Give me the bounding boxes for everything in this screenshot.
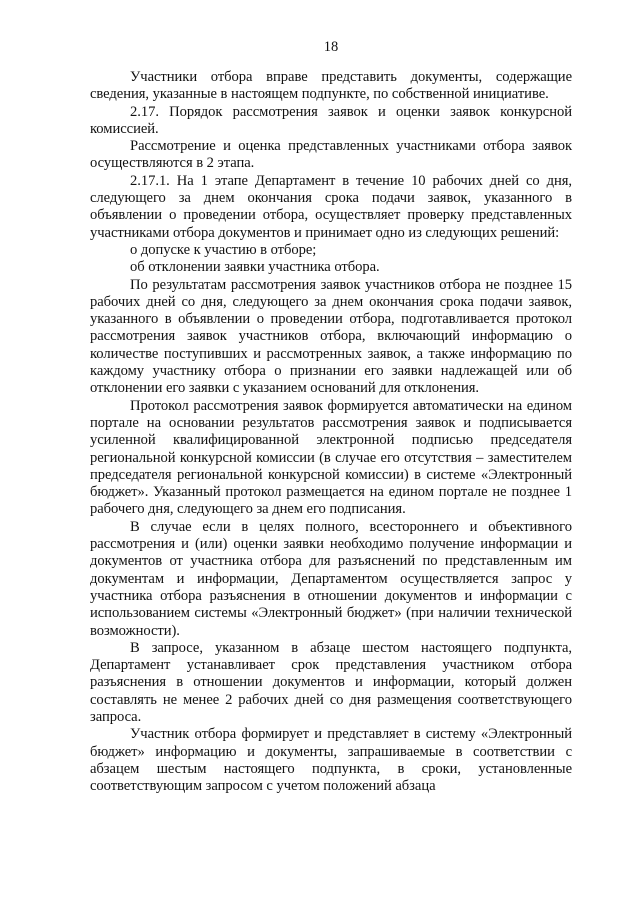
paragraph: По результатам рассмотрения заявок участников отбора не позднее 15 рабочих дней со дня, следующего за днем окончания срока подачи заявок, указанного в объявлении о проведении отбора, подготавливается протокол рассмотрения заявок участников отбора, включающий информацию о количестве поступивших и рассмотренных заявок, а также информацию по каждому участнику отбора о признании его заявки надлежащей или об отклонении его заявки с указанием оснований для отклонения.: [90, 276, 572, 397]
paragraph: Участник отбора формирует и представляет в систему «Электронный бюджет» информацию и документы, запрашиваемые в соответствии с абзацем шестым настоящего подпункта, в сроки, установленные соответствующим запросом с учетом положений абзаца: [90, 726, 572, 795]
paragraph: Участники отбора вправе представить документы, содержащие сведения, указанные в настоящем подпункте, по собственной инициативе.: [90, 69, 572, 103]
paragraph: 2.17. Порядок рассмотрения заявок и оценки заявок конкурсной комиссией.: [90, 103, 572, 137]
paragraph: В запросе, указанном в абзаце шестом настоящего подпункта, Департамент устанавливает срок представления участником отбора разъяснения в отношении документов и информации, который должен составлять не менее 2 рабочих дней со дня размещения соответствующего запроса.: [90, 639, 572, 725]
paragraph: Протокол рассмотрения заявок формируется автоматически на едином портале на основании результатов рассмотрения заявок и подписывается усиленной квалифицированной электронной подписью председателя региональной конкурсной комиссии (в случае его отсутствия – заместителем председателя региональной конкурсной комиссии) в системе «Электронный бюджет». Указанный протокол размещается на едином портале не позднее 1 рабочего дня, следующего за днем его подписания.: [90, 397, 572, 518]
document-body: [90, 69, 572, 795]
paragraph: об отклонении заявки участника отбора.: [130, 259, 380, 276]
paragraph: 2.17.1. На 1 этапе Департамент в течение 10 рабочих дней со дня, следующего за днем окончания срока подачи заявок, указанного в объявлении о проведении отбора, осуществляет проверку представленных участниками отбора документов и принимает одно из следующих решений:: [90, 172, 572, 241]
paragraph: о допуске к участию в отборе;: [130, 241, 317, 258]
paragraph: В случае если в целях полного, всестороннего и объективного рассмотрения и (или) оценки заявки необходимо получение информации и документов от участника отбора для разъяснений по представленным им документам и информации, Департаментом осуществляется запрос у участника отбора разъяснения в отношении документов и информации с использованием системы «Электронный бюджет» (при наличии технической возможности).: [90, 518, 572, 639]
paragraph: Рассмотрение и оценка представленных участниками отбора заявок осуществляются в 2 этапа.: [90, 138, 572, 172]
page-number: 18: [323, 39, 339, 55]
